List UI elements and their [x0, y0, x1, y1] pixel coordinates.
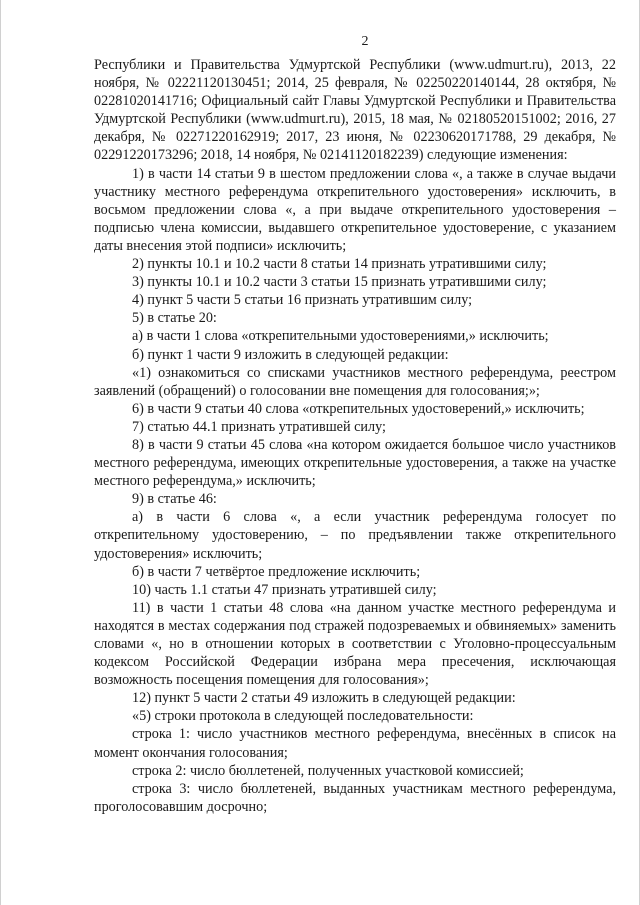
- paragraph-row-3: строка 3: число бюллетеней, выданных участникам местного референдума, проголосовавшим досрочно;: [94, 780, 616, 815]
- paragraph-item-8: 8) в части 9 статьи 45 слова «на котором ожидается большое число участников местного референдума, имеющих открепительные удостоверения, а также на участке местного референдума,» исключить;: [94, 436, 616, 490]
- paragraph-item-3: 3) пункты 10.1 и 10.2 части 3 статьи 15 признать утратившими силу;: [132, 274, 547, 291]
- paragraph-row-2: строка 2: число бюллетеней, полученных участковой комиссией;: [132, 762, 524, 779]
- paragraph-item-9a: а) в части 6 слова «, а если участник референдума голосует по открепительному удостоверению, – по предъявлении также открепительного удостоверения» исключить;: [94, 509, 616, 562]
- paragraph-item-5a: а) в части 1 слова «открепительными удостоверениями,» исключить;: [132, 328, 549, 345]
- paragraph-item-12: 12) пункт 5 части 2 статьи 49 изложить в следующей редакции:: [132, 690, 516, 707]
- paragraph-item-9: 9) в статье 46:: [132, 491, 217, 508]
- paragraph-item-5b-quote: «1) ознакомиться со списками участников местного референдума, реестром заявлений (обращений) о голосовании вне помещения для голосования;»;: [94, 364, 616, 399]
- paragraph-row-1: строка 1: число участников местного референдума, внесённых в список на момент окончания голосования;: [94, 726, 616, 761]
- paragraph-item-11: 11) в части 1 статьи 48 слова «на данном участке местного референдума и находятся в местах содержания под стражей подозреваемых и обвиняемых» заменить словами «, но в отношении которых в соответствии с Уголовно-процессуальным кодексом Российской Федерации избрана мера пресечения, исключающая возможность посещения помещения для голосования»;: [94, 599, 616, 689]
- paragraph-intro: Республики и Правительства Удмуртской Республики (www.udmurt.ru), 2013, 22 ноября, № 02221120130451; 2014, 25 февраля, № 02250220140144, 28 октября, № 02281020141716; Официальный сайт Главы Удмуртской Республики и Правительства Удмуртской Республики (www.udmurt.ru), 2015, 18 мая, № 02180520151002; 2016, 27 декабря, № 02271220162919; 2017, 23 июня, № 02230620171788, 29 декабря, № 02291220173296; 2018, 14 ноября, № 02141120182239) следующие изменения:: [94, 57, 616, 164]
- paragraph-item-4: 4) пункт 5 части 5 статьи 16 признать утратившим силу;: [132, 292, 473, 309]
- page-number: 2: [361, 34, 369, 49]
- paragraph-item-2: 2) пункты 10.1 и 10.2 части 8 статьи 14 признать утратившими силу;: [132, 256, 547, 273]
- paragraph-item-6: 6) в части 9 статьи 40 слова «открепительных удостоверений,» исключить;: [132, 400, 585, 417]
- paragraph-item-5b: б) пункт 1 части 9 изложить в следующей редакции:: [132, 346, 449, 363]
- paragraph-item-7: 7) статью 44.1 признать утратившей силу;: [132, 418, 386, 435]
- paragraph-item-10: 10) часть 1.1 статьи 47 признать утратившей силу;: [132, 581, 437, 598]
- paragraph-item-9b: б) в части 7 четвёртое предложение исключить;: [132, 563, 421, 580]
- paragraph-item-1: 1) в части 14 статьи 9 в шестом предложении слова «, а также в случае выдачи участнику местного референдума открепительного удостоверения» исключить, в восьмом предложении слова «, а при выдаче открепительного удостоверения – подписью члена комиссии, выдавшего открепительное удостоверение, с указанием даты внесения этой подписи» исключить;: [94, 165, 616, 254]
- paragraph-item-12-quote: «5) строки протокола в следующей последовательности:: [132, 708, 474, 725]
- paragraph-item-5: 5) в статье 20:: [132, 310, 217, 327]
